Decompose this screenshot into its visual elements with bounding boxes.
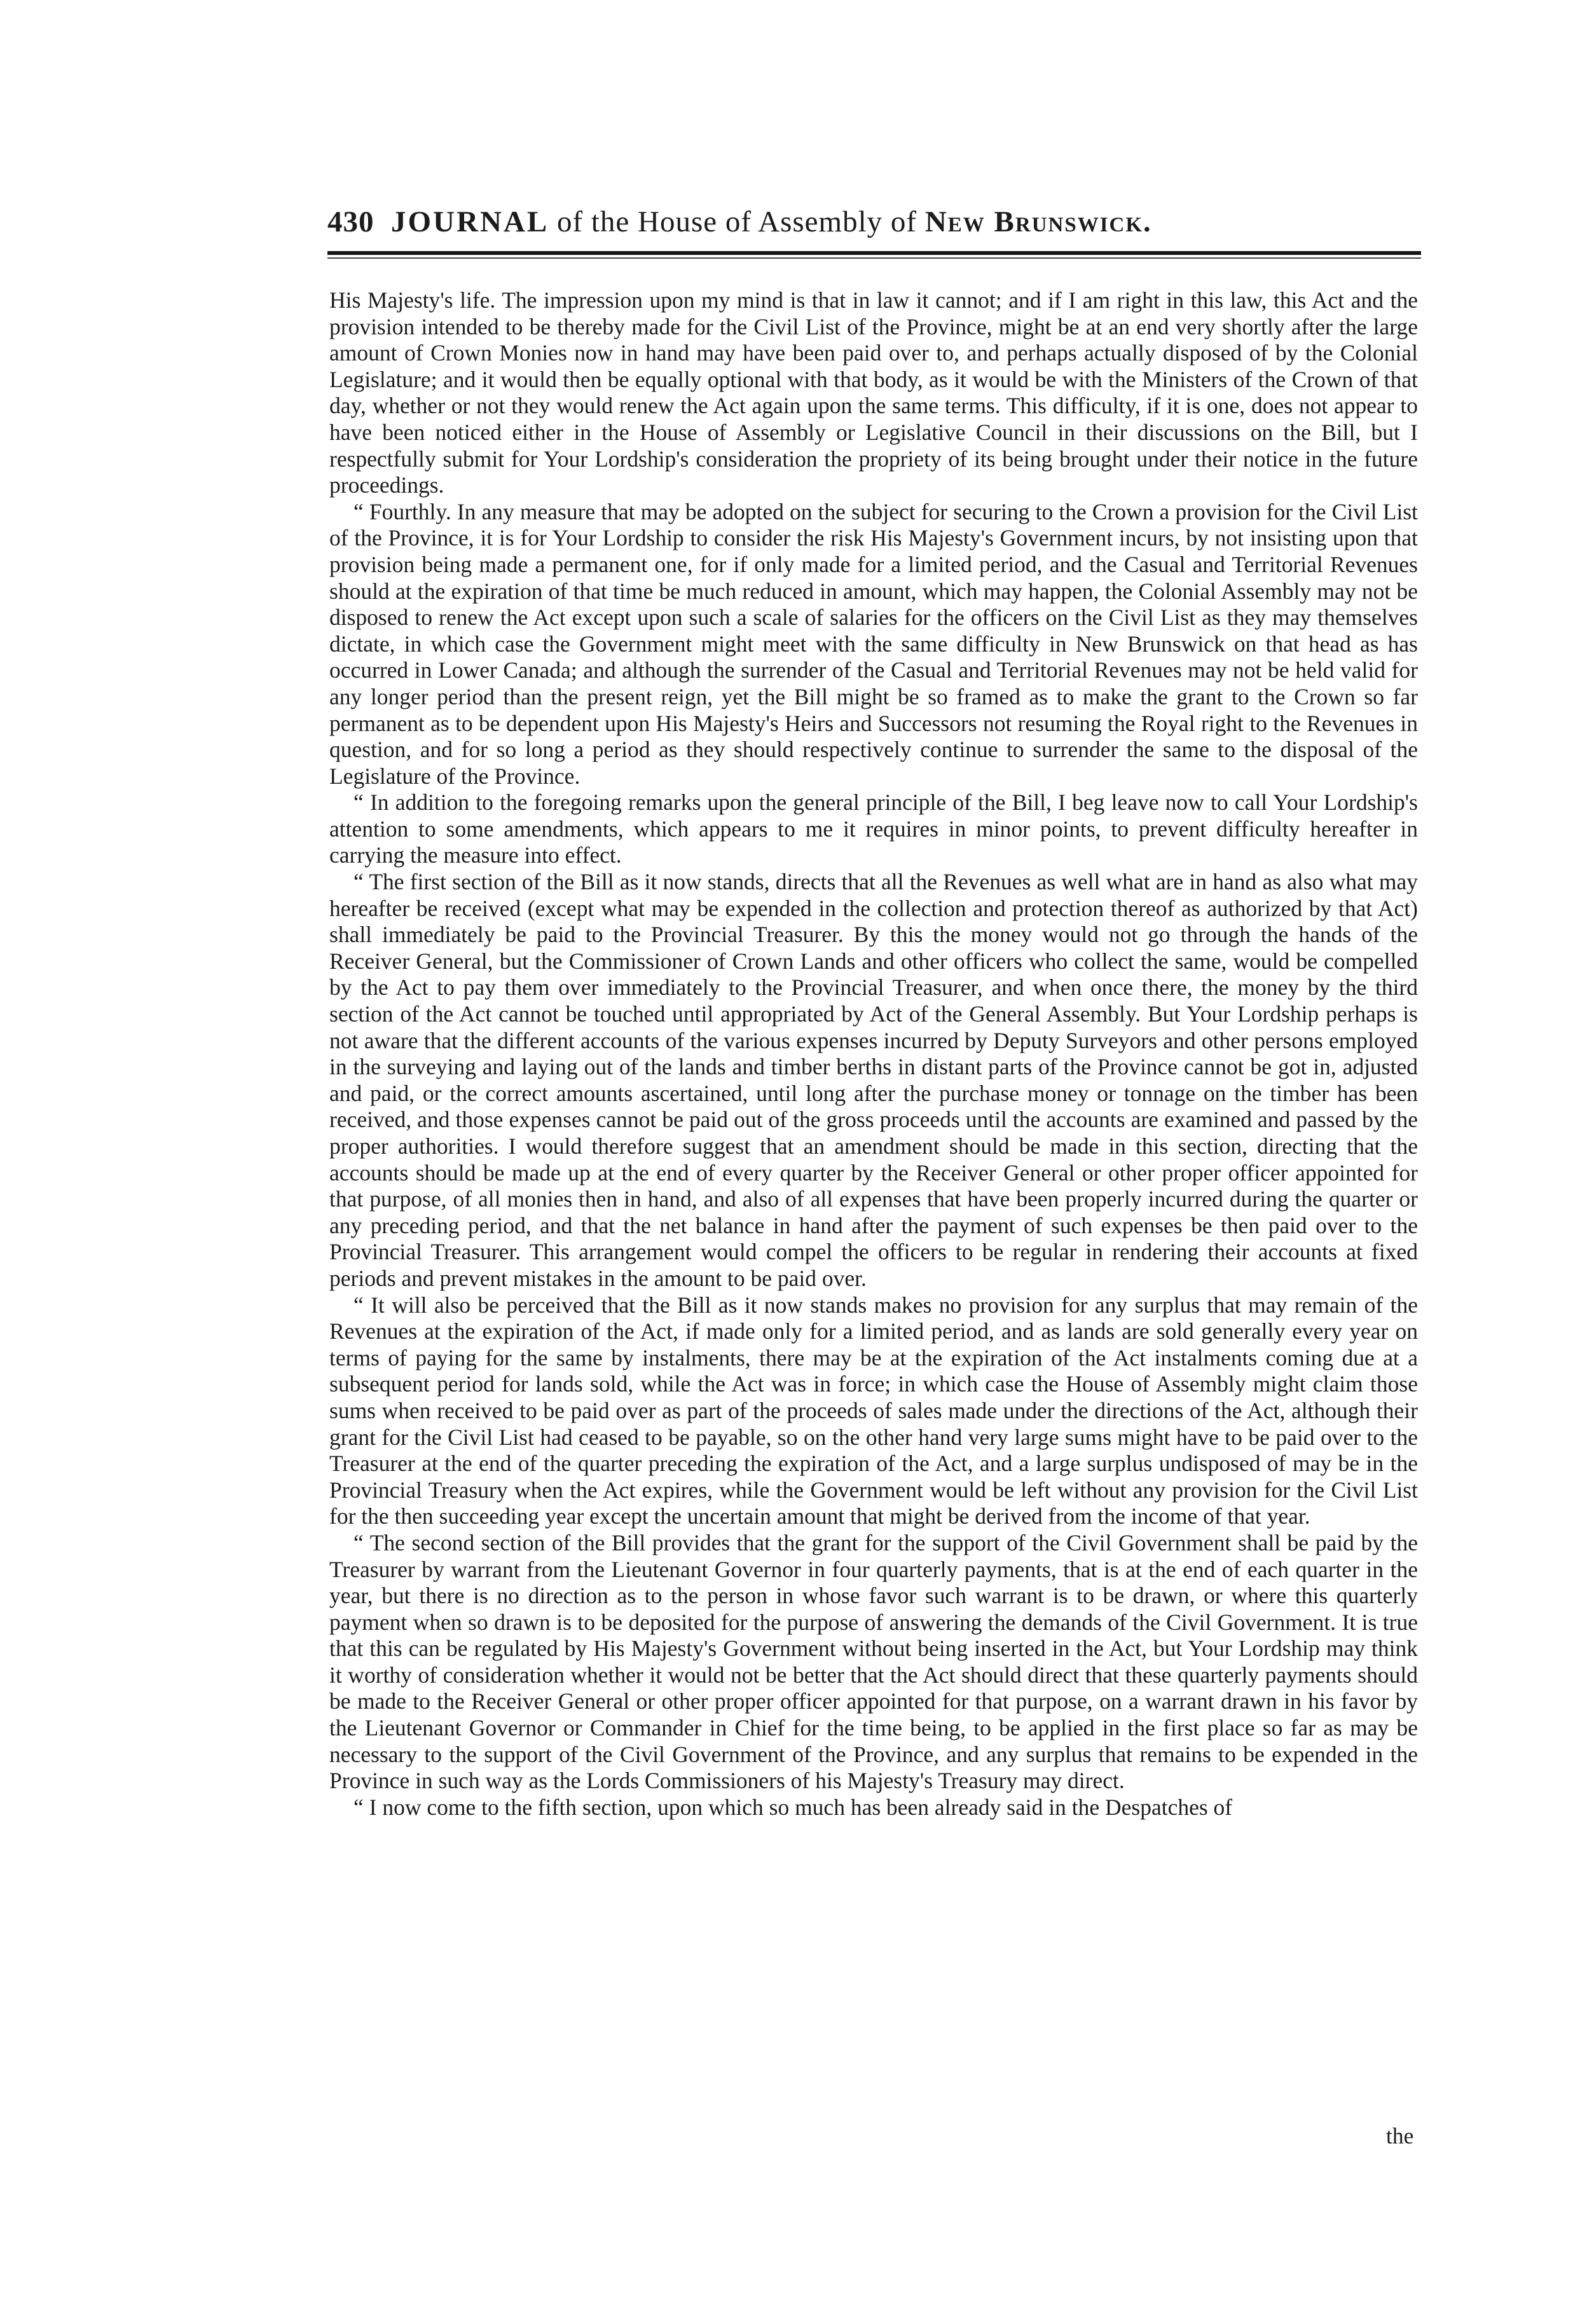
running-head — [327, 205, 1421, 256]
header-rule-thick — [327, 251, 1421, 255]
header-rule-thin — [327, 257, 1421, 259]
paragraph-first-section: “ The first section of the Bill as it now stands, directs that all the Revenues as well what are in hand as also what may hereafter be received (except what may be expended in the collection and protection thereof as authorized by that Act) shall immediately be paid to the Provincial Treasurer. By this the money would not go through the hands of the Receiver General, but the Commissioner of Crown Lands and other officers who collect the same, would be compelled by the Act to pay them over immediately to the Provincial Treasurer, and when once there, the money by the third section of the Act cannot be touched until appropriated by Act of the General Assembly. But Your Lordship perhaps is not aware that the different accounts of the various expenses incurred by Deputy Surveyors and other persons employed in the surveying and laying out of the lands and timber berths in distant parts of the Province cannot be got in, adjusted and paid, or the correct amounts ascertained, until long after the purchase money or tonnage on the timber has been received, and those expenses cannot be paid out of the gross proceeds until the accounts are examined and passed by the proper authorities. I would therefore suggest that an amendment should be made in this section, directing that the accounts should be made up at the end of every quarter by the Receiver General or other proper officer appointed for that purpose, of all monies then in hand, and also of all expenses that have been properly incurred during the quarter or any preceding period, and that the net balance in hand after the payment of such expenses be then paid over to the Provincial Treasurer. This arrangement would compel the officers to be regular in rendering their accounts at fixed periods and prevent mistakes in the amount to be paid over. — [329, 869, 1418, 1291]
catchword: the — [1386, 2123, 1414, 2149]
page-number: 430 — [327, 205, 374, 238]
paragraph-amendments: “ In addition to the foregoing remarks upon the general principle of the Bill, I beg leave now to call Your Lordship's attention to some amendments, which appears to me it requires in minor points, to prevent difficulty hereafter in carrying the measure into effect. — [329, 789, 1418, 868]
journal-title-province: New Brunswick. — [924, 205, 1152, 238]
body-text — [329, 287, 1418, 1821]
journal-title — [391, 205, 1152, 239]
paragraph-continuation: His Majesty's life. The impression upon my mind is that in law it cannot; and if I am right in this law, this Act and the provision intended to be thereby made for the Civil List of the Province, might be at an end very shortly after the large amount of Crown Monies now in hand may have been paid over to, and perhaps actually disposed of by the Colonial Legislature; and it would then be equally optional with that body, as it would be with the Ministers of the Crown of that day, whether or not they would renew the Act again upon the same terms. This difficulty, if it is one, does not appear to have been noticed either in the House of Assembly or Legislative Council in their discussions on the Bill, but I respectfully submit for Your Lordship's consideration the propriety of its being brought under their notice in the future proceedings. — [329, 287, 1418, 498]
journal-title-prefix: JOURNAL — [391, 205, 549, 238]
paragraph-second-section: “ The second section of the Bill provides that the grant for the support of the Civil Government shall be paid by the Treasurer by warrant from the Lieutenant Governor in four quarterly payments, that is at the end of each quarter in the year, but there is no direction as to the person in whose favor such warrant is to be drawn, or where this quarterly payment when so drawn is to be deposited for the purpose of answering the demands of the Civil Government. It is true that this can be regulated by His Majesty's Government without being inserted in the Act, but Your Lordship may think it worthy of consideration whether it would not be better that the Act should direct that these quarterly payments should be made to the Receiver General or other proper officer appointed for that purpose, on a warrant drawn in his favor by the Lieutenant Governor or Commander in Chief for the time being, to be applied in the first place so far as may be necessary to the support of the Civil Government of the Province, and any surplus that remains to be expended in the Province in such way as the Lords Commissioners of his Majesty's Treasury may direct. — [329, 1529, 1418, 1794]
paragraph-surplus: “ It will also be perceived that the Bill as it now stands makes no provision for any surplus that may remain of the Revenues at the expiration of the Act, if made only for a limited period, and as lands are sold generally every year on terms of paying for the same by instalments, there may be at the expiration of the Act instalments coming due at a subsequent period for lands sold, while the Act was in force; in which case the House of Assembly might claim those sums when received to be paid over as part of the proceeds of sales made under the directions of the Act, although their grant for the Civil List had ceased to be payable, so on the other hand very large sums might have to be paid over to the Treasurer at the end of the quarter preceding the expiration of the Act, and a large surplus undisposed of may be in the Provincial Treasury when the Act expires, while the Government would be left without any provision for the Civil List for the then succeeding year except the uncertain amount that might be derived from the income of that year. — [329, 1292, 1418, 1529]
paragraph-fourthly: “ Fourthly. In any measure that may be adopted on the subject for securing to the Crown a provision for the Civil List of the Province, it is for Your Lordship to consider the risk His Majesty's Government incurs, by not insisting upon that provision being made a permanent one, for if only made for a limited period, and the Casual and Territorial Revenues should at the expiration of that time be much reduced in amount, which may happen, the Colonial Assembly may not be disposed to renew the Act except upon such a scale of salaries for the officers on the Civil List as they may themselves dictate, in which case the Government might meet with the same difficulty in New Brunswick on that head as has occurred in Lower Canada; and although the surrender of the Casual and Territorial Revenues may not be held valid for any longer period than the present reign, yet the Bill might be so framed as to make the grant to the Crown so far permanent as to be dependent upon His Majesty's Heirs and Successors not resuming the Royal right to the Revenues in question, and for so long a period as they should respectively continue to surrender the same to the disposal of the Legislature of the Province. — [329, 498, 1418, 789]
journal-title-middle: of the House of Assembly of — [549, 205, 925, 238]
paragraph-fifth-section: “ I now come to the fifth section, upon which so much has been already said in the Despatches of — [354, 1794, 1233, 1820]
